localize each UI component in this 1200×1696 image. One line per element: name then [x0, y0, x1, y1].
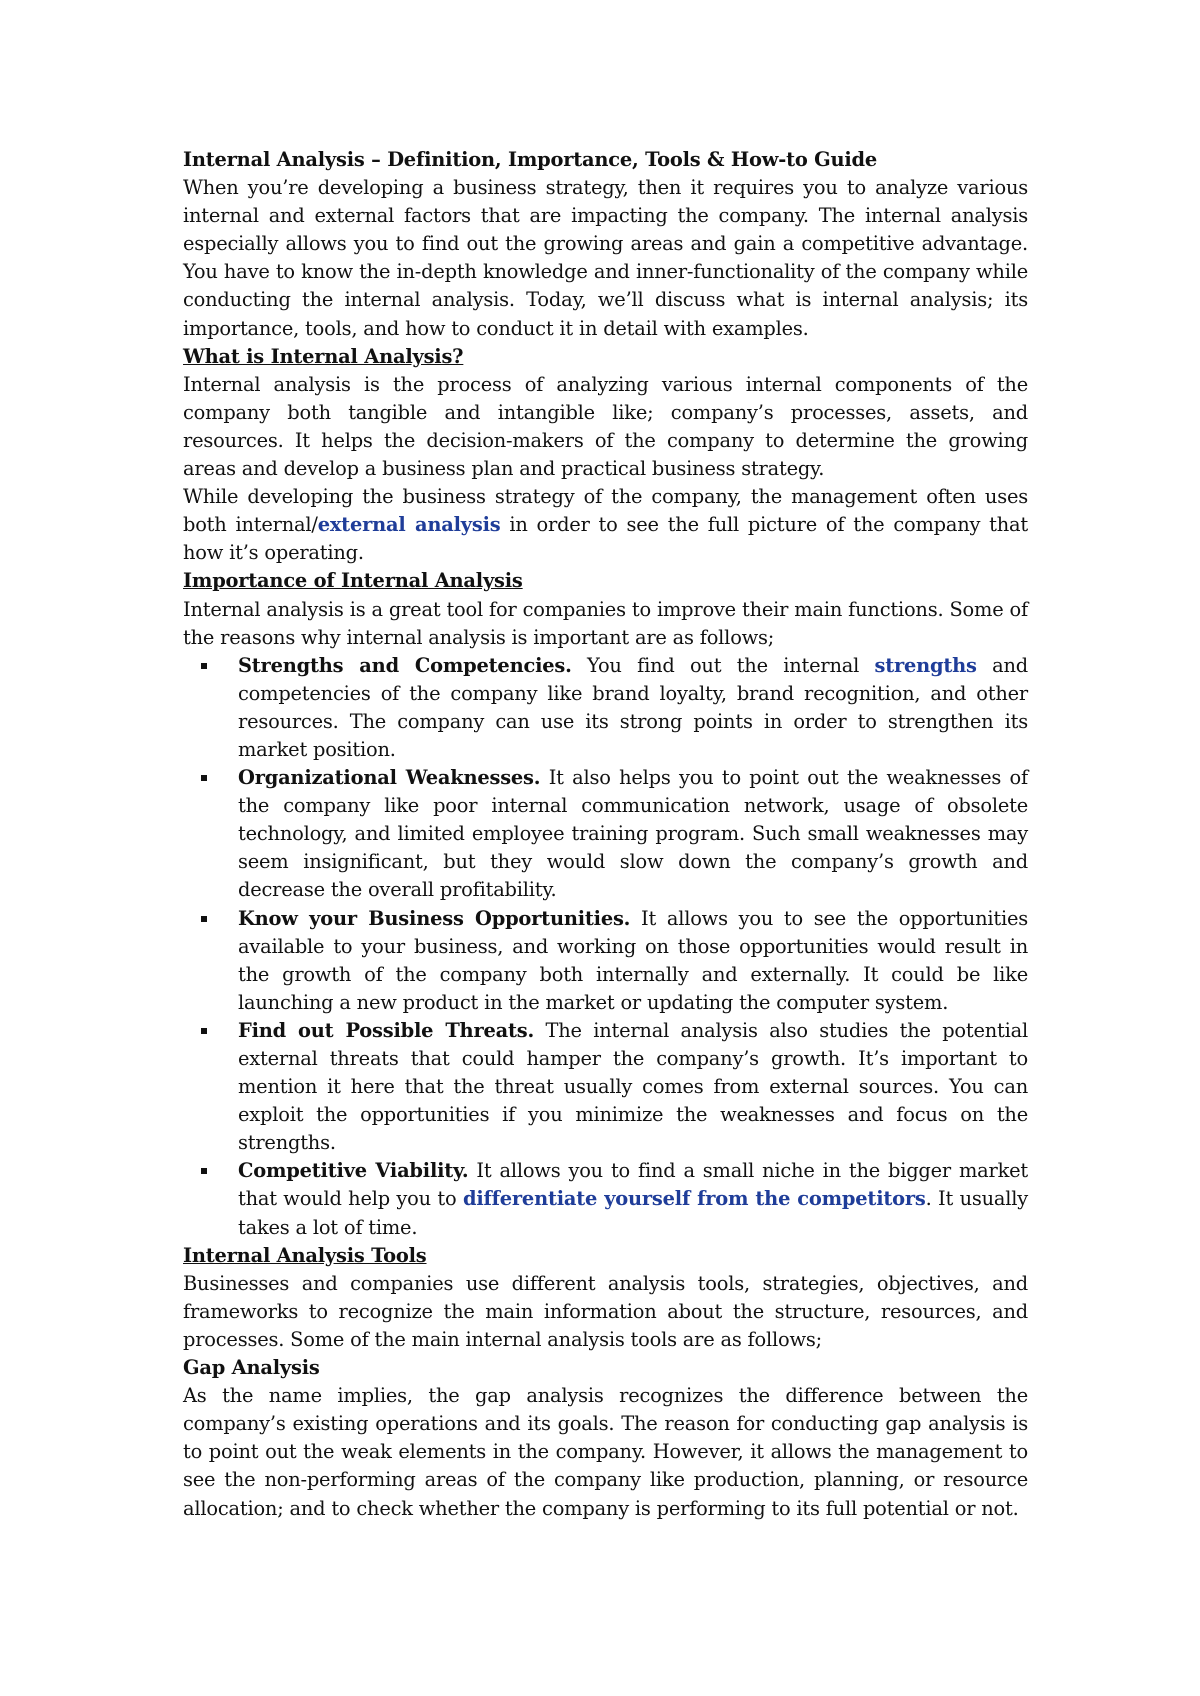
importance-list	[183, 652, 1028, 1242]
list-item	[183, 1017, 1028, 1157]
document-body	[183, 146, 1028, 1523]
square-bullet-icon	[201, 775, 207, 781]
what-is-paragraph-2	[183, 483, 1028, 567]
square-bullet-icon	[201, 1028, 207, 1034]
square-bullet-icon	[201, 916, 207, 922]
list-item	[183, 652, 1028, 764]
document-title: Internal Analysis – Definition, Importance, Tools & How-to Guide	[183, 148, 878, 171]
importance-heading: Importance of Internal Analysis	[183, 569, 523, 593]
list-item-text: It allows you to find a small niche in the bigger market that would help you to	[238, 1159, 1029, 1211]
list-item	[183, 764, 1028, 904]
gap-analysis-paragraph: As the name implies, the gap analysis recognizes the difference between the company’s existing operations and its goals. The reason for conducting gap analysis is to point out the weak elements in the company. However, it allows the management to see the non-performing areas of the company like production, planning, or resource allocation; and to check whether the company is performing to its full potential or not.	[183, 1384, 1028, 1520]
list-item	[183, 1157, 1028, 1241]
tools-heading: Internal Analysis Tools	[183, 1243, 427, 1267]
list-item-lead: Competitive Viability.	[238, 1159, 469, 1183]
list-item-text: You find out the internal	[571, 653, 875, 677]
list-item-lead: Find out Possible Threats.	[238, 1018, 535, 1042]
intro-paragraph: When you’re developing a business strategy, then it requires you to analyze various internal and external factors that are impacting the company. The internal analysis especially allows you to find out the growing areas and gain a competitive advantage. You have to know the in-depth knowledge and inner-functionality of the company while conducting the internal analysis. Today, we’ll discuss what is internal analysis; its importance, tools, and how to conduct it in detail with examples.	[183, 176, 1028, 340]
importance-intro: Internal analysis is a great tool for companies to improve their main functions. Some of the reasons why internal analysis is important are as follows;	[183, 597, 1028, 649]
strengths-link[interactable]: strengths	[874, 653, 977, 677]
list-item	[183, 905, 1028, 1017]
list-item-text: . It usually takes a lot of time.	[238, 1187, 1029, 1239]
list-item-lead: Know your Business Opportunities.	[238, 906, 631, 930]
differentiate-link[interactable]: differentiate yourself from the competitors	[462, 1187, 926, 1211]
square-bullet-icon	[201, 1168, 207, 1174]
list-item-text: It also helps you to point out the weaknesses of the company like poor internal communication network, usage of obsolete technology, and limited employee training program. Such small weaknesses may seem insignificant, but they would slow down the company’s growth and decrease the overall profitability.	[238, 766, 1028, 902]
text-span: While developing the business strategy of the company, the management often uses both internal/	[183, 485, 1028, 537]
external-analysis-link[interactable]: external analysis	[317, 513, 501, 537]
square-bullet-icon	[201, 663, 207, 669]
list-item-text: and competencies of the company like brand loyalty, brand recognition, and other resources. The company can use its strong points in order to strengthen its market position.	[238, 653, 1029, 761]
list-item-text: It allows you to see the opportunities available to your business, and working on those opportunities would result in the growth of the company both internally and externally. It could be like launching a new product in the market or updating the computer system.	[238, 906, 1028, 1014]
gap-analysis-heading: Gap Analysis	[183, 1356, 320, 1380]
list-item-text: The internal analysis also studies the potential external threats that could hamper the company’s growth. It’s important to mention it here that the threat usually comes from external sources. You can exploit the opportunities if you minimize the weaknesses and focus on the strengths.	[238, 1018, 1028, 1155]
tools-intro: Businesses and companies use different analysis tools, strategies, objectives, and frameworks to recognize the main information about the structure, resources, and processes. Some of the main internal analysis tools are as follows;	[183, 1271, 1028, 1351]
text-span: in order to see the full picture of the company that how it’s operating.	[183, 513, 1028, 565]
list-item-lead: Organizational Weaknesses.	[238, 766, 541, 790]
list-item-lead: Strengths and Competencies.	[238, 653, 572, 677]
what-is-paragraph-1: Internal analysis is the process of analyzing various internal components of the company both tangible and intangible like; company’s processes, assets, and resources. It helps the decision-makers of the company to determine the growing areas and develop a business plan and practical business strategy.	[183, 372, 1028, 481]
what-is-heading: What is Internal Analysis?	[183, 344, 464, 368]
